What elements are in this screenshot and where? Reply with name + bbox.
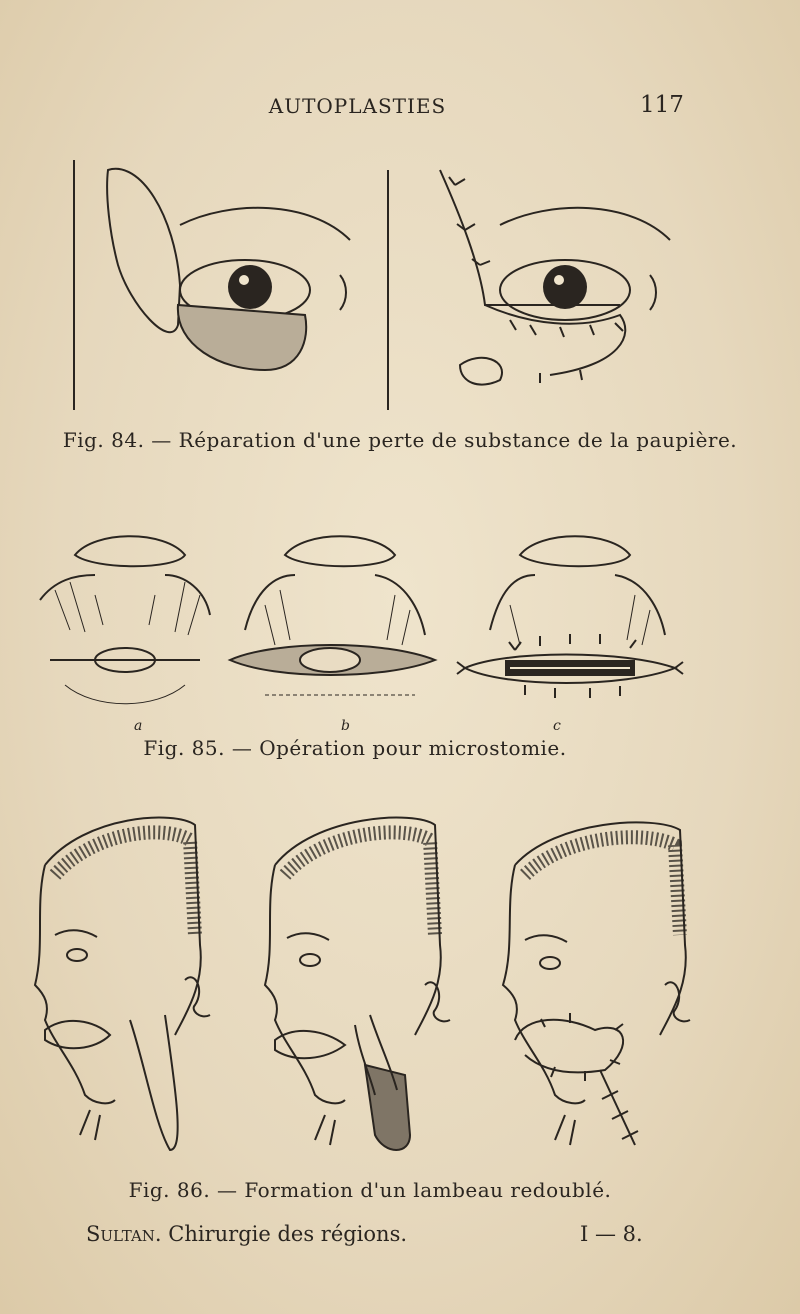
microstomie-panel-b [230, 536, 435, 695]
page-number: 117 [640, 92, 684, 118]
figure-85-label-c: c [553, 718, 561, 734]
footer-book-title: Chirurgie des régions. [168, 1222, 408, 1246]
footer-author: Sultan. [86, 1222, 162, 1246]
footer-signature: I — 8. [580, 1222, 643, 1246]
figure-86-caption: Fig. 86. — Formation d'un lambeau redoublé. [128, 1178, 612, 1202]
head-profile-2 [265, 818, 450, 1150]
microstomie-panel-a [40, 536, 210, 704]
figure-86-illustration [25, 805, 705, 1165]
figure-85-label-b: b [341, 718, 350, 734]
figure-84-caption: Fig. 84. — Réparation d'une perte de substance de la paupière. [62, 428, 738, 452]
footer-imprint [86, 1222, 407, 1246]
microstomie-panel-c [457, 536, 683, 698]
running-head: AUTOPLASTIES [268, 94, 447, 118]
head-profile-3 [503, 822, 690, 1145]
head-profile-1 [35, 818, 210, 1150]
figure-85-label-a: a [134, 718, 143, 734]
figure-85-illustration [35, 520, 685, 720]
figure-84-illustration [60, 155, 700, 420]
figure-85-caption: Fig. 85. — Opération pour microstomie. [143, 736, 567, 760]
